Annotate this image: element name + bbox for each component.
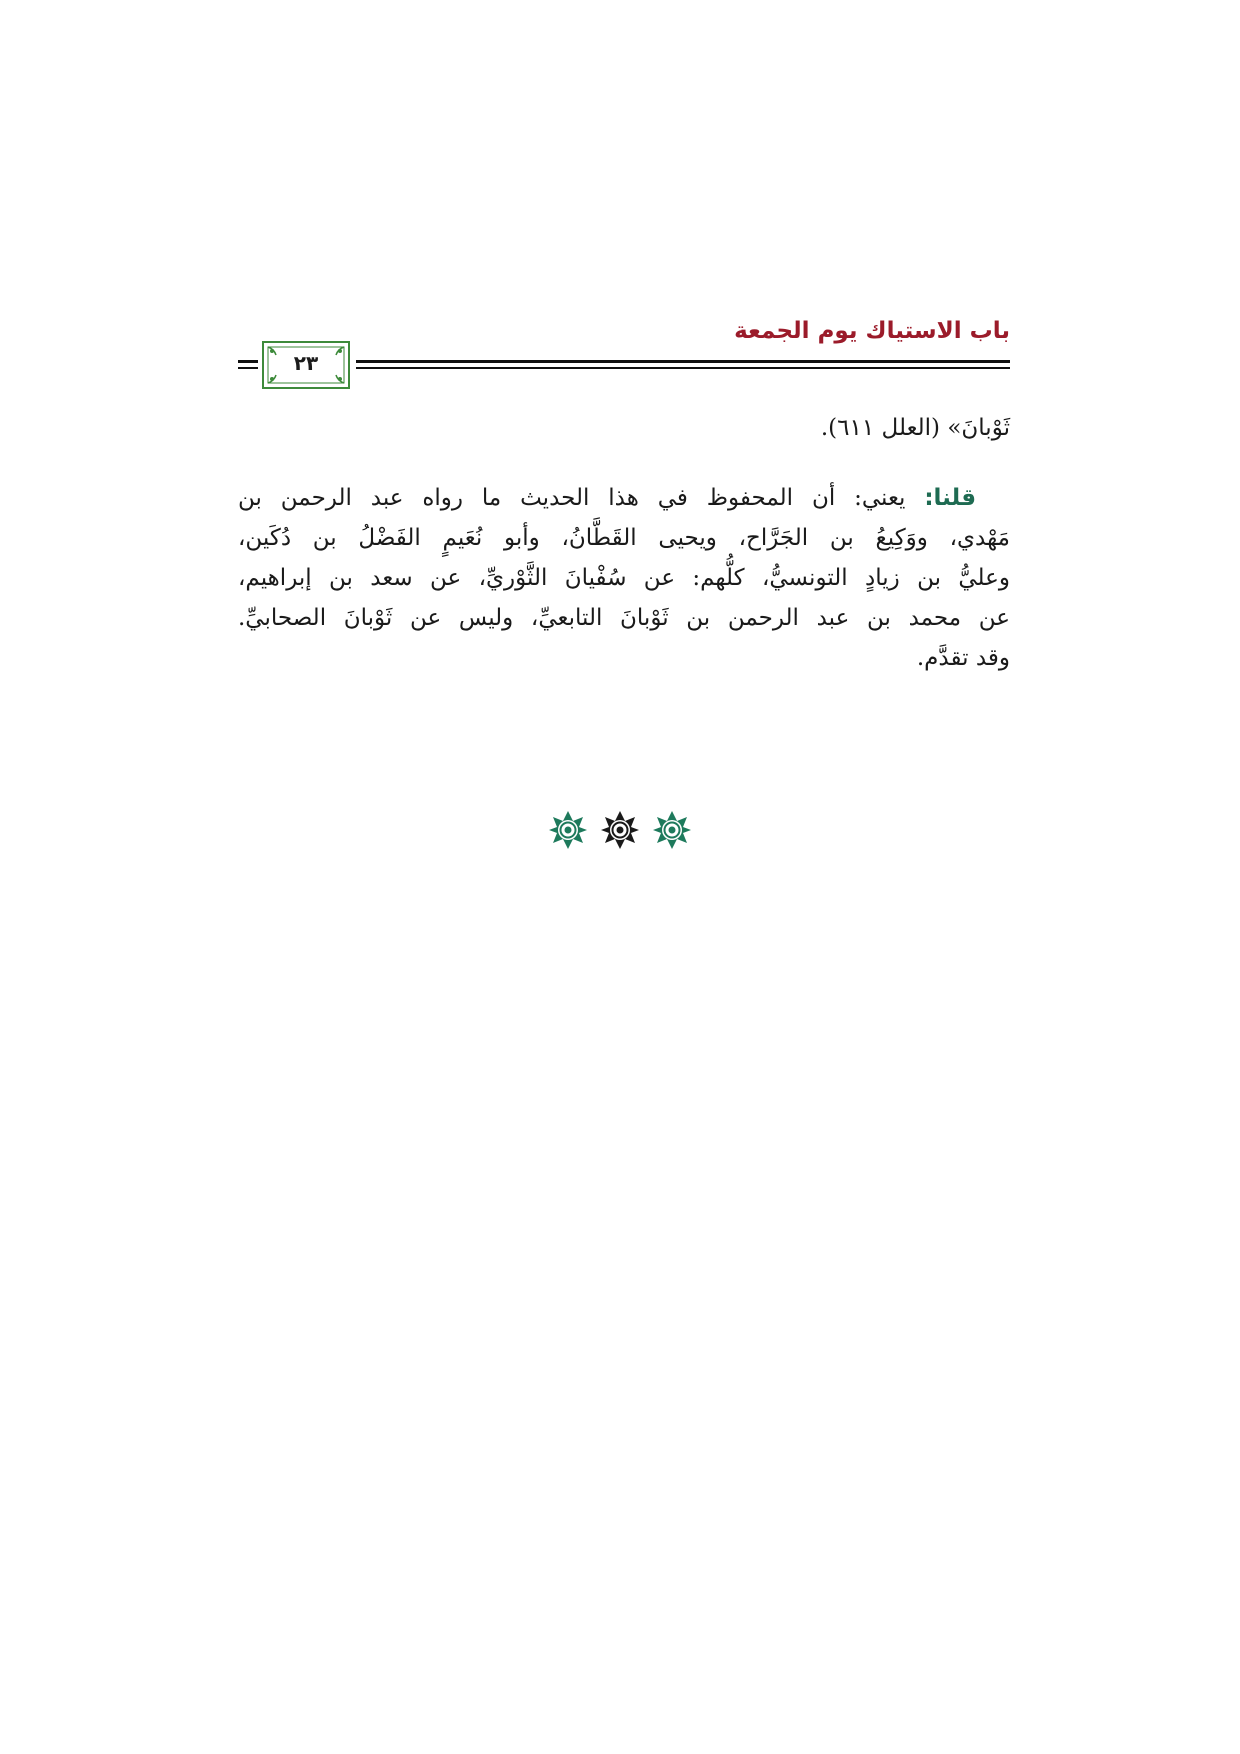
flower-ornament-icon [653,811,691,849]
header-rule-right [356,360,1010,370]
paragraph-line-3: وعليُّ بن زيادٍ التونسيُّ، كلُّهم: عن سُفْيانَ الثَّوْريِّ، عن سعد بن إبراهيم، [238,565,1010,591]
commentary-paragraph [238,478,1010,678]
paragraph-line-4: عن محمد بن عبد الرحمن بن ثَوْبانَ التابعيِّ، وليس عن ثَوْبانَ الصحابيِّ. [238,605,1010,631]
header-rule-left [238,360,258,370]
paragraph-line-2: مَهْدي، ووَكِيعُ بن الجَرَّاح، ويحيى القَطَّانُ، وأبو نُعَيمٍ الفَضْلُ بن دُكَين، [238,525,1010,551]
citation-text: ثَوْبانَ» (العلل ٦١١). [820,415,1010,441]
qulna-label: قلنا: [924,485,976,511]
page-header [238,308,1010,388]
flower-ornament-icon [601,811,639,849]
citation-line [238,408,1010,448]
paragraph-line-1 [238,478,1010,518]
paragraph-line-1-text: يعني: أن المحفوظ في هذا الحديث ما رواه عبد الرحمن بن [238,485,906,511]
paragraph-line-5: وقد تقدَّم. [916,645,1010,671]
flower-ornament-icon [549,811,587,849]
chapter-title: باب الاستياك يوم الجمعة [734,318,1010,344]
page-number-frame [262,341,350,389]
section-end-ornament [540,808,700,852]
page-number: ٢٣ [293,351,319,375]
